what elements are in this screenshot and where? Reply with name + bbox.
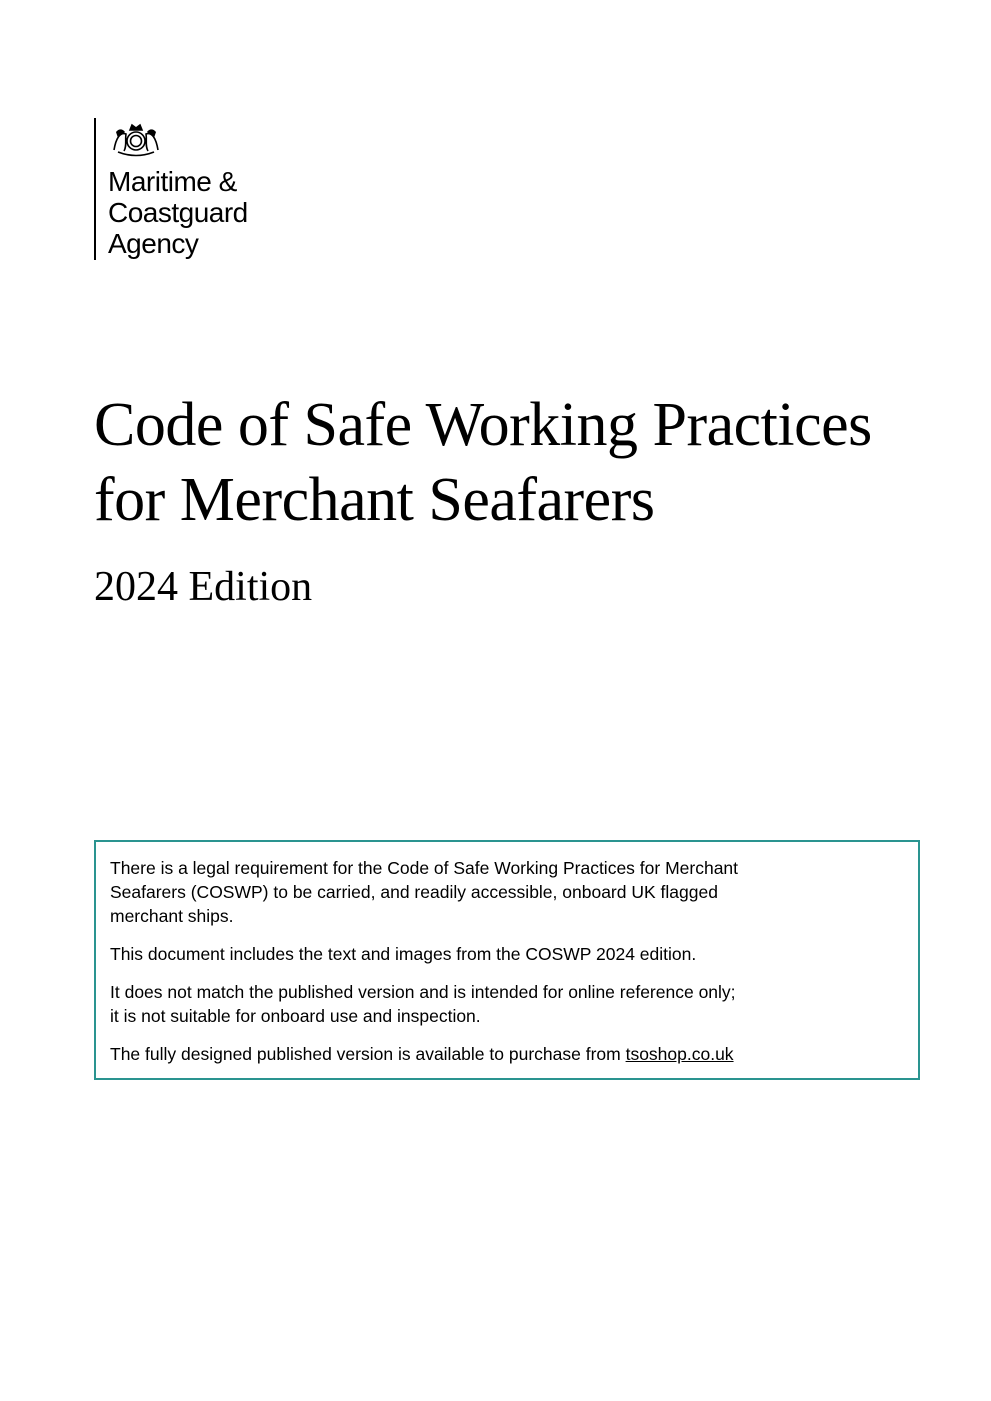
text-line: There is a legal requirement for the Code of Safe Working Practices for Merchant [110,858,739,878]
royal-coat-of-arms-icon [108,118,164,158]
notice-paragraph-legal [110,856,904,928]
text-line: It does not match the published version and is intended for online reference only; [110,982,736,1002]
notice-paragraph-disclaimer [110,980,904,1028]
text-line: merchant ships. [110,906,234,926]
edition-label: 2024 Edition [94,564,313,610]
title-line: for Merchant Seafarers [94,466,655,534]
notice-paragraph-purchase [110,1042,904,1066]
agency-name-line: Agency [108,228,199,259]
text-line: Seafarers (COSWP) to be carried, and readily accessible, onboard UK flagged [110,882,718,902]
title-line: Code of Safe Working Practices [94,391,872,459]
notice-paragraph-contents: This document includes the text and images from the COSWP 2024 edition. [110,944,697,964]
agency-name-line: Maritime & [108,166,237,197]
mca-logo [94,118,248,260]
agency-name [108,166,248,259]
notice-box [94,840,920,1080]
tsoshop-link[interactable]: tsoshop.co.uk [625,1044,734,1064]
document-title [94,388,872,538]
text-line: it is not suitable for onboard use and inspection. [110,1006,481,1026]
text-line: The fully designed published version is available to purchase from [110,1044,626,1064]
agency-name-line: Coastguard [108,197,248,228]
